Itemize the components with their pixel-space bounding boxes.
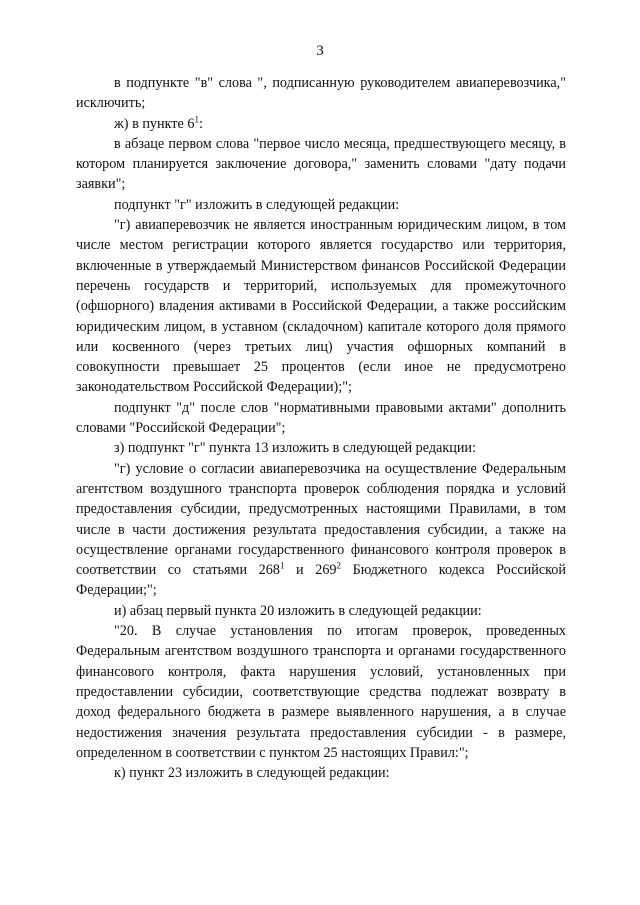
- superscript: 1: [194, 113, 199, 124]
- paragraph-text: подпункт "г" изложить в следующей редакции:: [114, 196, 400, 213]
- paragraph-text: в абзаце первом слова "первое число месяца, предшествующего месяцу, в котором планируется заключение договора," заменить словами "дату подачи заявки";: [76, 135, 566, 193]
- paragraph-text-mid: и 269: [284, 562, 337, 579]
- paragraph-text: "20. В случае установления по итогам проверок, проведенных Федеральным агентством воздушного транспорта и органами государственного финансового контроля, факта нарушения условий, установленных при предоставлении субсидии, соответствующие средства подлежат возврату в доход федерального бюджета в размере выявленного нарушения, а в случае недостижения значения результата предоставления субсидии - в размере, определенном в соответствии с пунктом 25 настоящих Правил:";: [76, 623, 566, 761]
- paragraph-text: и) абзац первый пункта 20 изложить в следующей редакции:: [114, 602, 482, 619]
- paragraph-text: "г) условие о согласии авиаперевозчика на осуществление Федеральным агентством воздушного транспорта проверок соблюдения порядка и условий предоставления субсидии, предусмотренных настоящими Правилами, в том числе в части достижения результата предоставления субсидии, а также на осуществление органами государственного финансового контроля проверок в соответствии со статьями 268: [76, 460, 566, 579]
- paragraph-text: з) подпункт "г" пункта 13 изложить в следующей редакции:: [114, 440, 476, 457]
- paragraph-text: ж) в пункте 6: [114, 115, 195, 132]
- paragraph-point-20: [76, 621, 566, 763]
- paragraph-condition-g: [76, 459, 566, 601]
- superscript: 1: [279, 560, 285, 571]
- paragraph-item-zh: [76, 114, 566, 134]
- paragraph-text: к) пункт 23 изложить в следующей редакции:: [114, 765, 390, 782]
- paragraph-text-tail: Бюджетного кодекса Российской Федерации;";: [76, 562, 566, 599]
- paragraph-item-z: [76, 438, 566, 458]
- paragraph-subpoint-v: [76, 73, 566, 114]
- paragraph-text-tail: :: [198, 115, 203, 132]
- paragraph-text: "г) авиаперевозчик не является иностранным юридическим лицом, в том числе местом регистрации которого является государство или территория, включенные в утверждаемый Министерством финансов Российской Федерации перечень государств и территорий, используемых для промежуточного (офшорного) владения активами в Российской Федерации, а также российским юридическим лицом, в уставном (складочном) капитале которого доля прямого или косвенного (через третьих лиц) участия офшорных компаний в совокупности превышает 25 процентов (если иное не предусмотрено законодательством Российской Федерации);";: [76, 217, 566, 396]
- superscript: 2: [336, 560, 342, 571]
- paragraph-first-abzac: [76, 134, 566, 195]
- page-number: 3: [316, 43, 324, 59]
- paragraph-text: в подпункте "в" слова ", подписанную руководителем авиаперевозчика," исключить;: [76, 75, 566, 112]
- paragraph-item-k: [76, 763, 566, 783]
- document-body: [76, 73, 566, 783]
- paragraph-subpoint-g-text: [76, 215, 566, 398]
- paragraph-subpoint-d: [76, 398, 566, 439]
- paragraph-subpoint-g-intro: [76, 195, 566, 215]
- paragraph-text: подпункт "д" после слов "нормативными правовыми актами" дополнить словами "Российской Федерации";: [76, 399, 566, 437]
- paragraph-item-i: [76, 601, 566, 621]
